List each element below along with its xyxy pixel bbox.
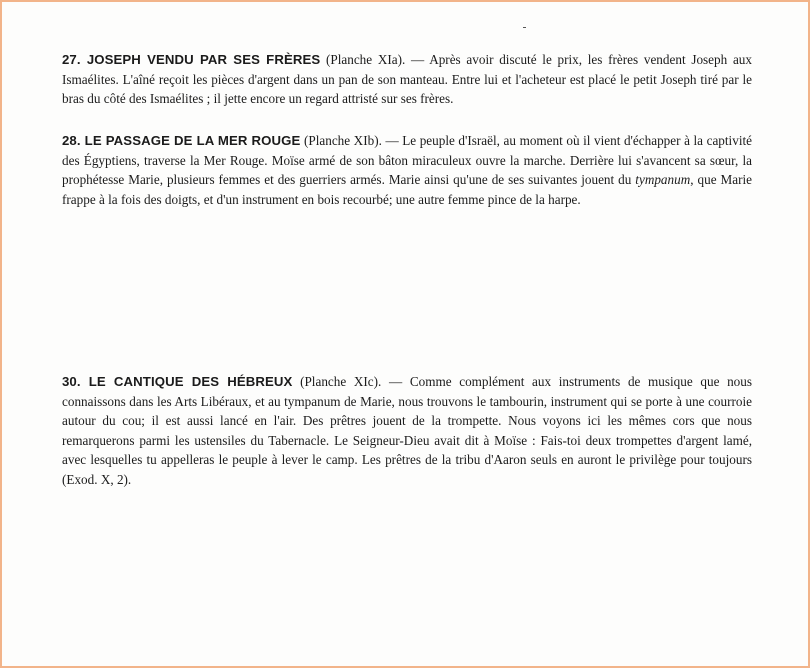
entry-28-heading: 28. LE PASSAGE DE LA MER ROUGE: [62, 133, 301, 148]
entry-28-reference: (Planche XIb). —: [300, 133, 403, 148]
entry-28: [62, 131, 752, 209]
entry-28-italic-term: tympanum: [635, 172, 691, 188]
entry-27: [62, 50, 752, 109]
entry-30-text: Comme complément aux instruments de musique que nous connaissons dans les Arts Libéraux, et au tympanum de Marie, nous trouvons le tambourin, instrument qui se porte à une courroie autour du cou; il est aussi lancé en l'air. Des prêtres jouent de la trompette. Nous voyons ici les mêmes cors que nous remarquerons parmi les ustensiles du Tabernacle. Le Seigneur-Dieu avait dit à Moïse : Fais-toi deux trompettes d'argent lamé, avec lesquelles tu appelleras le peuple à lever le camp. Les prêtres de la tribu d'Aaron seuls en auront le privilège pour toujours (Exod. X, 2).: [62, 374, 752, 487]
entry-28-text: Le peuple d'Israël, au moment où il vient d'échapper à la captivité des Égyptiens, traverse la Mer Rouge. Moïse armé de son bâton miraculeux ouvre la marche. Derrière lui s'avancent sa sœur, la prophétesse Marie, plusieurs femmes et des guerriers armés. Marie ainsi qu'une de ses suivantes jouent du: [62, 133, 752, 188]
entry-27-heading: 27. JOSEPH VENDU PAR SES FRÈRES: [62, 52, 321, 67]
entry-28-text-end: , que Marie frappe à la fois des doigts, et d'un instrument en bois recourbé; une autre femme pince de la harpe.: [62, 172, 752, 207]
entry-27-text: Après avoir discuté le prix, les frères vendent Joseph aux Ismaélites. L'aîné reçoit les pièces d'argent dans un pan de son manteau. Entre lui et l'acheteur est placé le petit Joseph tiré par le bras du côté des Ismaélites ; il jette encore un regard attristé sur ses frères.: [62, 52, 752, 107]
entry-30: [62, 372, 752, 490]
entry-30-reference: (Planche XIc). —: [292, 374, 410, 389]
entry-30-heading: 30. LE CANTIQUE DES HÉBREUX: [62, 374, 293, 389]
entry-27-reference: (Planche XIa). —: [320, 52, 430, 67]
print-speck: [523, 27, 526, 28]
